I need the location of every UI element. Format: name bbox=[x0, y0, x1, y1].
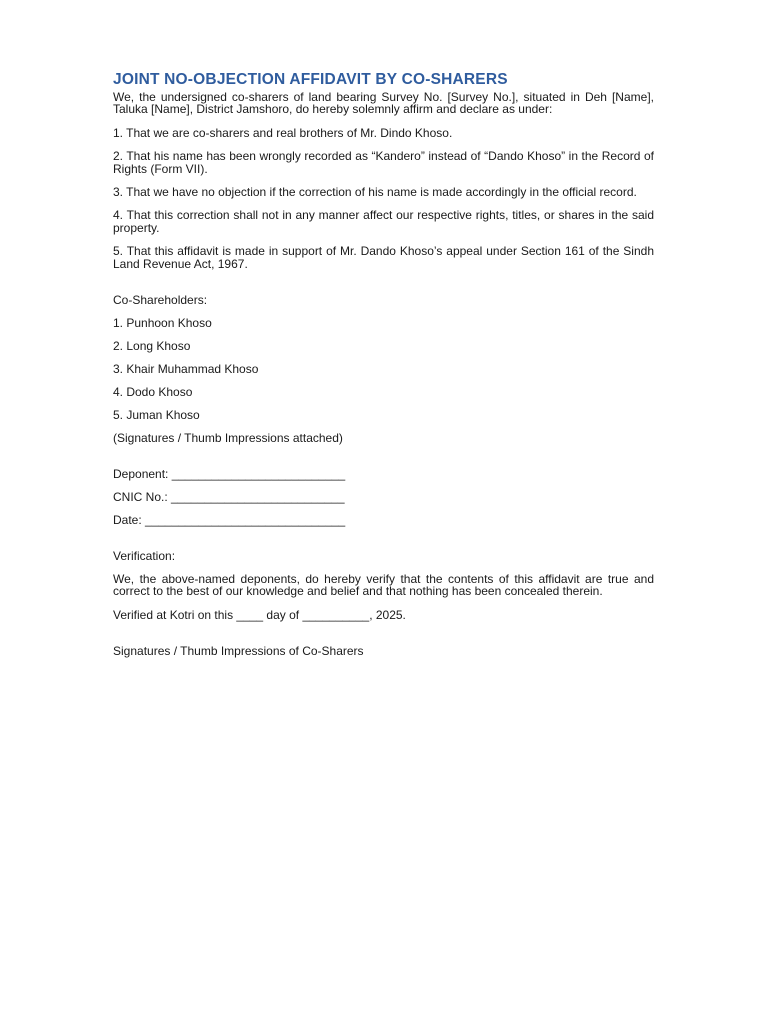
signatures-note: (Signatures / Thumb Impressions attached) bbox=[113, 431, 343, 446]
affidavit-page bbox=[113, 70, 654, 668]
shareholder-2: 2. Long Khoso bbox=[113, 339, 191, 354]
closing-signatures: Signatures / Thumb Impressions of Co-Sharers bbox=[113, 643, 364, 658]
date-line: Date: ______________________________ bbox=[113, 513, 346, 528]
document-title: JOINT NO-OBJECTION AFFIDAVIT BY CO-SHARERS bbox=[113, 71, 508, 88]
deponent-line: Deponent: __________________________ bbox=[113, 467, 346, 482]
shareholder-4: 4. Dodo Khoso bbox=[113, 385, 193, 400]
verification-heading: Verification: bbox=[113, 549, 176, 564]
clause-4: 4. That this correction shall not in any manner affect our respective rights, titles, or shares in the said property. bbox=[113, 208, 654, 235]
clause-5: 5. That this affidavit is made in support of Mr. Dando Khoso’s appeal under Section 161 of the Sindh Land Revenue Act, 1967. bbox=[113, 244, 654, 271]
verification-text: We, the above-named deponents, do hereby verify that the contents of this affidavit are true and correct to the best of our knowledge and belief and that nothing has been concealed therein. bbox=[113, 572, 654, 599]
cnic-line: CNIC No.: __________________________ bbox=[113, 490, 345, 505]
clause-1: 1. That we are co-sharers and real brothers of Mr. Dindo Khoso. bbox=[113, 125, 453, 140]
shareholder-3: 3. Khair Muhammad Khoso bbox=[113, 362, 259, 377]
clause-3: 3. That we have no objection if the correction of his name is made accordingly in the official record. bbox=[113, 185, 637, 200]
clause-2: 2. That his name has been wrongly recorded as “Kandero” instead of “Dando Khoso” in the Record of Rights (Form VII). bbox=[113, 149, 654, 176]
intro-paragraph: We, the undersigned co-sharers of land bearing Survey No. [Survey No.], situated in Deh [Name], Taluka [Name], District Jamshoro, do hereby solemnly affirm and declare as under: bbox=[113, 90, 654, 117]
shareholder-1: 1. Punhoon Khoso bbox=[113, 316, 212, 331]
verified-line: Verified at Kotri on this ____ day of __________, 2025. bbox=[113, 607, 406, 622]
shareholders-heading: Co-Shareholders: bbox=[113, 293, 208, 308]
shareholder-5: 5. Juman Khoso bbox=[113, 408, 200, 423]
